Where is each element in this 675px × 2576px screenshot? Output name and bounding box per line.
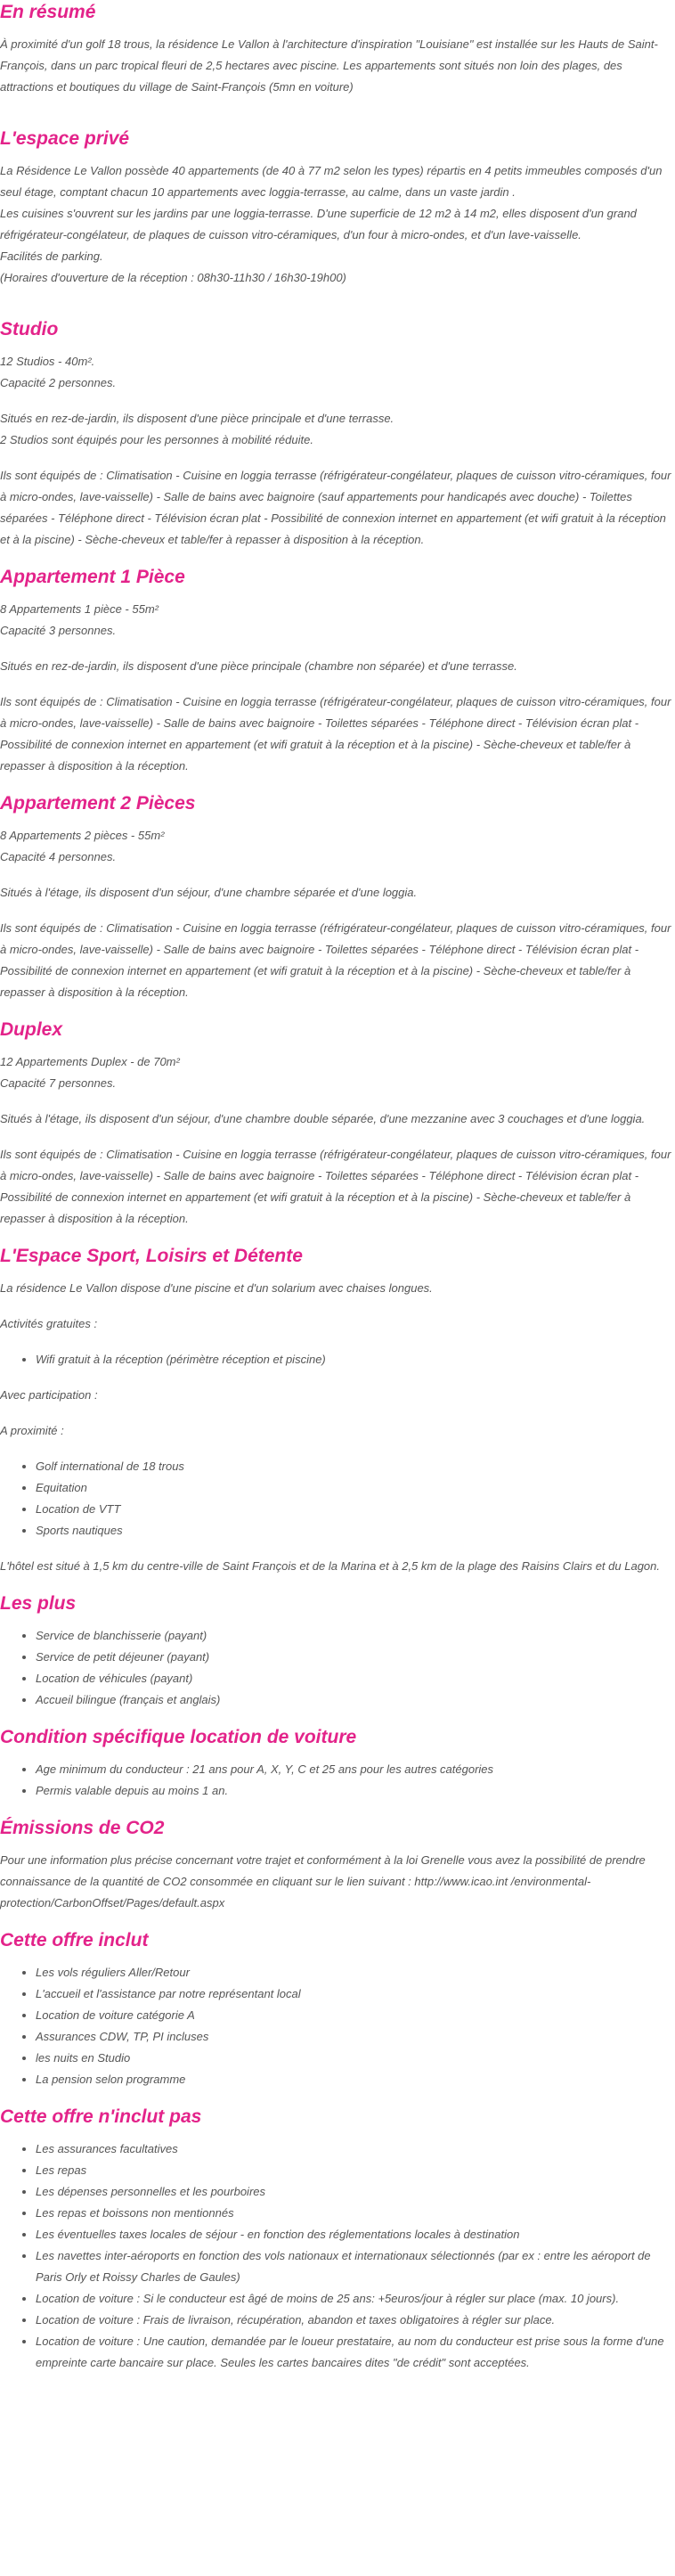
duplex-situation: Situés à l'étage, ils disposent d'un séjour, d'une chambre double séparée, d'une mezzanine avec 3 couchages et d'une loggia. — [0, 1112, 646, 1125]
app2-equipment: Ils sont équipés de : Climatisation - Cuisine en loggia terrasse (réfrigérateur-congélateur, plaques de cuisson vitro-céramiques, four à micro-ondes, lave-vaisselle) - Salle de bains avec baignoire - Toilettes séparées - Téléphone direct - Télévision écran plat - Possibilité de connexion internet en appartement (et wifi gratuit à la réception et à la piscine) - Sèche-cheveux et table/fer à repasser à disposition à la réception. — [0, 921, 671, 999]
list-item: • Wifi gratuit à la réception (périmètre réception et piscine) — [36, 1349, 673, 1370]
list-item: • Equitation — [36, 1477, 673, 1499]
list-item: • Les éventuelles taxes locales de séjour - en fonction des réglementations locales à destination — [36, 2224, 673, 2245]
list-item: • Location de voiture : Frais de livraison, récupération, abandon et taxes obligatoires à régler sur place. — [36, 2310, 673, 2331]
studio-situation-line: 2 Studios sont équipés pour les personnes à mobilité réduite. — [0, 433, 313, 446]
app2-summary — [0, 825, 673, 868]
section-offre-inclut — [0, 1928, 673, 2090]
app1-count: 8 Appartements 1 pièce - 55m² — [0, 602, 159, 616]
section-emissions-co2 — [0, 1816, 673, 1914]
sport-intro: La résidence Le Vallon dispose d'une piscine et d'un solarium avec chaises longues. — [0, 1281, 433, 1295]
section-title-offre-ninclut: Cette offre n'inclut pas — [0, 2106, 202, 2127]
section-title-location-voiture: Condition spécifique location de voiture — [0, 1727, 357, 1747]
section-sport-loisirs — [0, 1244, 673, 1577]
list-item: • Location de voiture : Une caution, demandée par le loueur prestataire, au nom du conducteur est prise sous la forme d'une empreinte carte bancaire sur place. Seules les cartes bancaires dites "de crédit" sont acceptées. — [36, 2331, 673, 2374]
list-item: • Les vols réguliers Aller/Retour — [36, 1962, 673, 1983]
app2-count: 8 Appartements 2 pièces - 55m² — [0, 829, 165, 842]
app1-summary — [0, 599, 673, 642]
list-item: • Sports nautiques — [36, 1520, 673, 1542]
section-title-espace-prive: L'espace privé — [0, 128, 130, 149]
list-item: • Location de véhicules (payant) — [36, 1668, 673, 1689]
section-title-offre-inclut: Cette offre inclut — [0, 1930, 149, 1950]
list-item: • Les repas et boissons non mentionnés — [36, 2203, 673, 2224]
app1-situation: Situés en rez-de-jardin, ils disposent d'une pièce principale (chambre non séparée) et d'une terrasse. — [0, 659, 517, 673]
inclut-list — [0, 1962, 673, 2090]
studio-situation — [0, 408, 673, 451]
resume-text: À proximité d'un golf 18 trous, la résidence Le Vallon à l'architecture d'inspiration "Louisiane" est installée sur les Hauts de Saint-François, dans un parc tropical fleuri de 2,5 hectares avec piscine. Les appartements sont situés non loin des plages, des attractions et boutiques du village de Saint-François (5mn en voiture) — [0, 37, 658, 94]
sport-paid-label: Avec participation : — [0, 1388, 98, 1402]
section-appartement-1-piece — [0, 565, 673, 777]
list-item: • Age minimum du conducteur : 21 ans pour A, X, Y, C et 25 ans pour les autres catégories — [36, 1759, 673, 1780]
studio-summary — [0, 351, 673, 394]
section-resume — [0, 0, 673, 98]
studio-situation-line: Situés en rez-de-jardin, ils disposent d'une pièce principale et d'une terrasse. — [0, 412, 394, 425]
section-appartement-2-pieces — [0, 791, 673, 1003]
list-item: • Golf international de 18 trous — [36, 1456, 673, 1477]
ninclut-list — [0, 2138, 673, 2374]
list-item: • Service de petit déjeuner (payant) — [36, 1647, 673, 1668]
app1-equipment: Ils sont équipés de : Climatisation - Cuisine en loggia terrasse (réfrigérateur-congélateur, plaques de cuisson vitro-céramiques, four à micro-ondes, lave-vaisselle) - Salle de bains avec baignoire - Toilettes séparées - Téléphone direct - Télévision écran plat - Possibilité de connexion internet en appartement (et wifi gratuit à la réception et à la piscine) - Sèche-cheveux et table/fer à repasser à disposition à la réception. — [0, 695, 671, 773]
espace-prive-line: Les cuisines s'ouvrent sur les jardins par une loggia-terrasse. D'une superficie de 12 m2 à 14 m2, elles disposent d'un grand réfrigérateur-congélateur, de plaques de cuisson vitro-céramiques, d'un four à micro-ondes, et d'un lave-vaisselle. — [0, 207, 637, 241]
section-title-emissions-co2: Émissions de CO2 — [0, 1818, 165, 1838]
section-espace-prive — [0, 127, 673, 289]
espace-prive-text — [0, 160, 673, 289]
voiture-list — [0, 1759, 673, 1802]
list-item: • Location de voiture : Si le conducteur est âgé de moins de 25 ans: +5euros/jour à régler sur place (max. 10 jours). — [36, 2288, 673, 2310]
plus-list — [0, 1625, 673, 1711]
section-offre-ninclut — [0, 2105, 673, 2374]
list-item: • La pension selon programme — [36, 2069, 673, 2090]
espace-prive-line: Facilités de parking. — [0, 249, 103, 263]
co2-text: Pour une information plus précise concernant votre trajet et conformément à la loi Grenelle vous avez la possibilité de prendre connaissance de la quantité de CO2 consommée en cliquant sur le lien suivant : http://www.icao.int /environmental-protection/CarbonOffset/Pages/default.aspx — [0, 1853, 646, 1910]
duplex-summary — [0, 1051, 673, 1094]
section-duplex — [0, 1018, 673, 1230]
sport-near-list — [0, 1456, 673, 1542]
espace-prive-line: La Résidence Le Vallon possède 40 appartements (de 40 à 77 m2 selon les types) répartis en 4 petits immeubles composés d'un seul étage, comptant chacun 10 appartements avec loggia-terrasse, au calme, dans un vaste jardin . — [0, 164, 663, 199]
list-item: • Permis valable depuis au moins 1 an. — [36, 1780, 673, 1802]
section-les-plus — [0, 1591, 673, 1711]
list-item: • L'accueil et l'assistance par notre représentant local — [36, 1983, 673, 2005]
app2-situation: Situés à l'étage, ils disposent d'un séjour, d'une chambre séparée et d'une loggia. — [0, 886, 418, 899]
section-title-les-plus: Les plus — [0, 1593, 77, 1614]
section-studio — [0, 317, 673, 551]
section-title-appartement-1-piece: Appartement 1 Pièce — [0, 567, 185, 587]
duplex-count: 12 Appartements Duplex - de 70m² — [0, 1055, 180, 1068]
espace-prive-line: (Horaires d'ouverture de la réception : 08h30-11h30 / 16h30-19h00) — [0, 271, 346, 284]
list-item: • Les dépenses personnelles et les pourboires — [36, 2181, 673, 2203]
studio-equipment: Ils sont équipés de : Climatisation - Cuisine en loggia terrasse (réfrigérateur-congélateur, plaques de cuisson vitro-céramiques, four à micro-ondes, lave-vaisselle) - Salle de bains avec baignoire (sauf appartements pour handicapés avec douche) - Toilettes séparées - Téléphone direct - Télévision écran plat - Possibilité de connexion internet en appartement (et wifi gratuit à la réception et à la piscine) - Sèche-cheveux et table/fer à repasser à disposition à la réception. — [0, 469, 671, 546]
section-title-duplex: Duplex — [0, 1019, 63, 1040]
sport-free-label: Activités gratuites : — [0, 1317, 98, 1330]
duplex-capacity: Capacité 7 personnes. — [0, 1076, 117, 1090]
list-item: • les nuits en Studio — [36, 2048, 673, 2069]
list-item: • Location de VTT — [36, 1499, 673, 1520]
list-item: • Les navettes inter-aéroports en fonction des vols nationaux et internationaux sélectionnés (par ex : entre les aéroport de Paris Orly et Roissy Charles de Gaules) — [36, 2245, 673, 2288]
app1-capacity: Capacité 3 personnes. — [0, 624, 117, 637]
section-location-voiture — [0, 1725, 673, 1802]
list-item: • Assurances CDW, TP, PI incluses — [36, 2026, 673, 2048]
app2-capacity: Capacité 4 personnes. — [0, 850, 117, 863]
list-item: • Location de voiture catégorie A — [36, 2005, 673, 2026]
section-title-appartement-2-pieces: Appartement 2 Pièces — [0, 793, 196, 814]
studio-count: 12 Studios - 40m². — [0, 355, 95, 368]
sport-near-label: A proximité : — [0, 1424, 64, 1437]
sport-location: L'hôtel est situé à 1,5 km du centre-ville de Saint François et de la Marina et à 2,5 km de la plage des Raisins Clairs et du Lagon. — [0, 1559, 660, 1573]
sport-free-list — [0, 1349, 673, 1370]
list-item: • Les assurances facultatives — [36, 2138, 673, 2160]
list-item: • Accueil bilingue (français et anglais) — [36, 1689, 673, 1711]
section-title-resume: En résumé — [0, 2, 96, 22]
section-title-studio: Studio — [0, 319, 59, 339]
section-title-sport-loisirs: L'Espace Sport, Loisirs et Détente — [0, 1246, 303, 1266]
list-item: • Les repas — [36, 2160, 673, 2181]
list-item: • Service de blanchisserie (payant) — [36, 1625, 673, 1647]
studio-capacity: Capacité 2 personnes. — [0, 376, 117, 389]
duplex-equipment: Ils sont équipés de : Climatisation - Cuisine en loggia terrasse (réfrigérateur-congélateur, plaques de cuisson vitro-céramiques, four à micro-ondes, lave-vaisselle) - Salle de bains avec baignoire - Toilettes séparées - Téléphone direct - Télévision écran plat - Possibilité de connexion internet en appartement (et wifi gratuit à la réception et à la piscine) - Sèche-cheveux et table/fer à repasser à disposition à la réception. — [0, 1148, 671, 1225]
